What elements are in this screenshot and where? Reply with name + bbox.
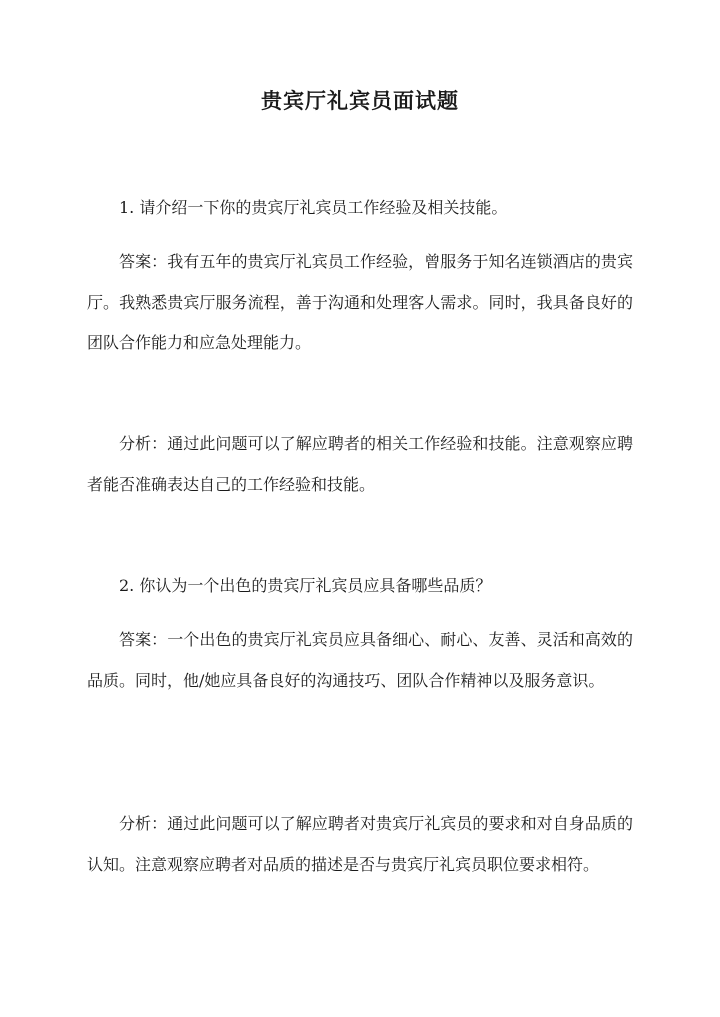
analysis-1: 分析：通过此问题可以了解应聘者的相关工作经验和技能。注意观察应聘者能否准确表达自己的工作经验和技能。 [87, 434, 633, 494]
question-1: 1. 请介绍一下你的贵宾厅礼宾员工作经验及相关技能。 [119, 198, 508, 217]
answer-1: 答案：我有五年的贵宾厅礼宾员工作经验，曾服务于知名连锁酒店的贵宾厅。我熟悉贵宾厅服务流程，善于沟通和处理客人需求。同时，我具备良好的团队合作能力和应急处理能力。 [87, 252, 633, 352]
document-title: 贵宾厅礼宾员面试题 [261, 88, 459, 113]
answer-2: 答案：一个出色的贵宾厅礼宾员应具备细心、耐心、友善、灵活和高效的品质。同时，他/她应具备良好的沟通技巧、团队合作精神以及服务意识。 [87, 630, 633, 690]
analysis-2: 分析：通过此问题可以了解应聘者对贵宾厅礼宾员的要求和对自身品质的认知。注意观察应聘者对品质的描述是否与贵宾厅礼宾员职位要求相符。 [87, 814, 633, 874]
question-2: 2. 你认为一个出色的贵宾厅礼宾员应具备哪些品质？ [119, 576, 492, 595]
